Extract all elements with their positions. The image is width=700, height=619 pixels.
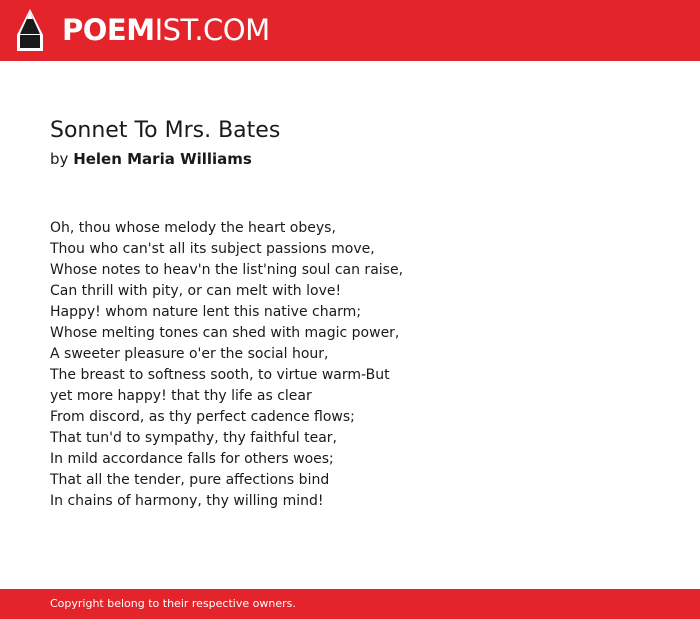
poem-line: In chains of harmony, thy willing mind! [50,493,324,509]
poem-line: That all the tender, pure affections bind [50,472,330,488]
poem-line: yet more happy! that thy life as clear [50,388,312,404]
copyright-text: Copyright belong to their respective owners. [50,597,296,610]
site-header [0,0,700,61]
poem-line: From discord, as thy perfect cadence flows; [50,409,355,425]
byline [50,148,252,170]
site-logo[interactable] [62,12,270,48]
pencil-tip-icon[interactable] [17,9,43,51]
poem-line: Whose notes to heav'n the list'ning soul can raise, [50,262,404,278]
poem-body [50,218,403,512]
logo-light-text: IST.COM [154,13,270,47]
poem-line: That tun'd to sympathy, thy faithful tear, [50,430,337,446]
logo-bold-text: POEM [62,13,155,47]
poem-line: Happy! whom nature lent this native charm; [50,304,362,320]
poem-line: A sweeter pleasure o'er the social hour, [50,346,329,362]
site-footer [0,589,700,619]
poem-line: Whose melting tones can shed with magic power, [50,325,400,341]
poem-line: Oh, thou whose melody the heart obeys, [50,220,336,236]
poem-line: Can thrill with pity, or can melt with love! [50,283,342,299]
author-name: Helen Maria Williams [73,150,252,168]
by-label: by [50,150,69,168]
poem-line: Thou who can'st all its subject passions move, [50,241,375,257]
poem-title: Sonnet To Mrs. Bates [50,118,281,143]
poem-line: The breast to softness sooth, to virtue warm-But [50,367,390,383]
poem-line: In mild accordance falls for others woes; [50,451,334,467]
